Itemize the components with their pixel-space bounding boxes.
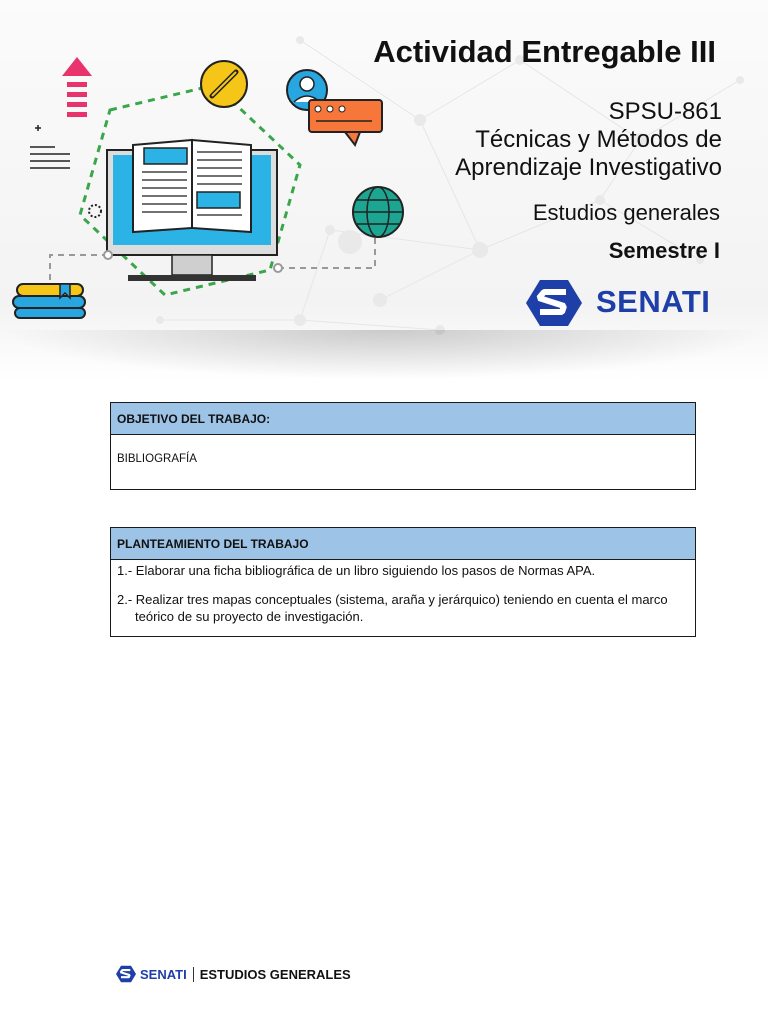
list-item: 2.- Realizar tres mapas conceptuales (sistema, araña y jerárquico) teniendo en cuenta el marco teórico de su proyecto de investigación.	[117, 592, 668, 624]
approach-list	[111, 560, 695, 625]
footer-divider	[193, 967, 194, 982]
cover-header	[0, 0, 768, 380]
globe-icon	[353, 187, 403, 237]
senati-logo-text: SENATI	[596, 284, 711, 319]
objective-table	[110, 402, 696, 490]
senati-footer-icon	[116, 965, 136, 983]
list-item: 1.- Elaborar una ficha bibliográfica de un libro siguiendo los pasos de Normas APA.	[117, 563, 596, 578]
approach-table	[110, 527, 696, 637]
course-code: SPSU-861	[608, 98, 722, 125]
books-icon	[13, 284, 85, 318]
senati-logo-icon	[526, 278, 582, 328]
department-label: Estudios generales	[532, 200, 720, 225]
course-name-line2: Aprendizaje Investigativo	[455, 154, 722, 181]
senati-logo	[526, 278, 726, 328]
objective-body: BIBLIOGRAFÍA	[117, 453, 197, 465]
monitor-icon	[107, 140, 277, 281]
course-name-line1: Técnicas y Métodos de	[475, 126, 722, 153]
semester-label: Semestre I	[608, 238, 720, 263]
objective-heading: OBJETIVO DEL TRABAJO:	[111, 403, 695, 435]
approach-heading: PLANTEAMIENTO DEL TRABAJO	[111, 528, 695, 560]
text-lines-icon	[30, 125, 70, 168]
page-title: Actividad Entregable III	[373, 34, 716, 69]
loading-icon	[89, 205, 101, 217]
pencil-icon	[201, 61, 247, 107]
footer-department: ESTUDIOS GENERALES	[199, 966, 351, 982]
footer	[116, 964, 351, 984]
header-shadow	[0, 330, 768, 380]
upload-arrow-icon	[62, 57, 92, 117]
footer-brand: SENATI	[140, 966, 187, 982]
education-illustration	[0, 40, 420, 320]
chat-user-icon	[287, 70, 382, 145]
